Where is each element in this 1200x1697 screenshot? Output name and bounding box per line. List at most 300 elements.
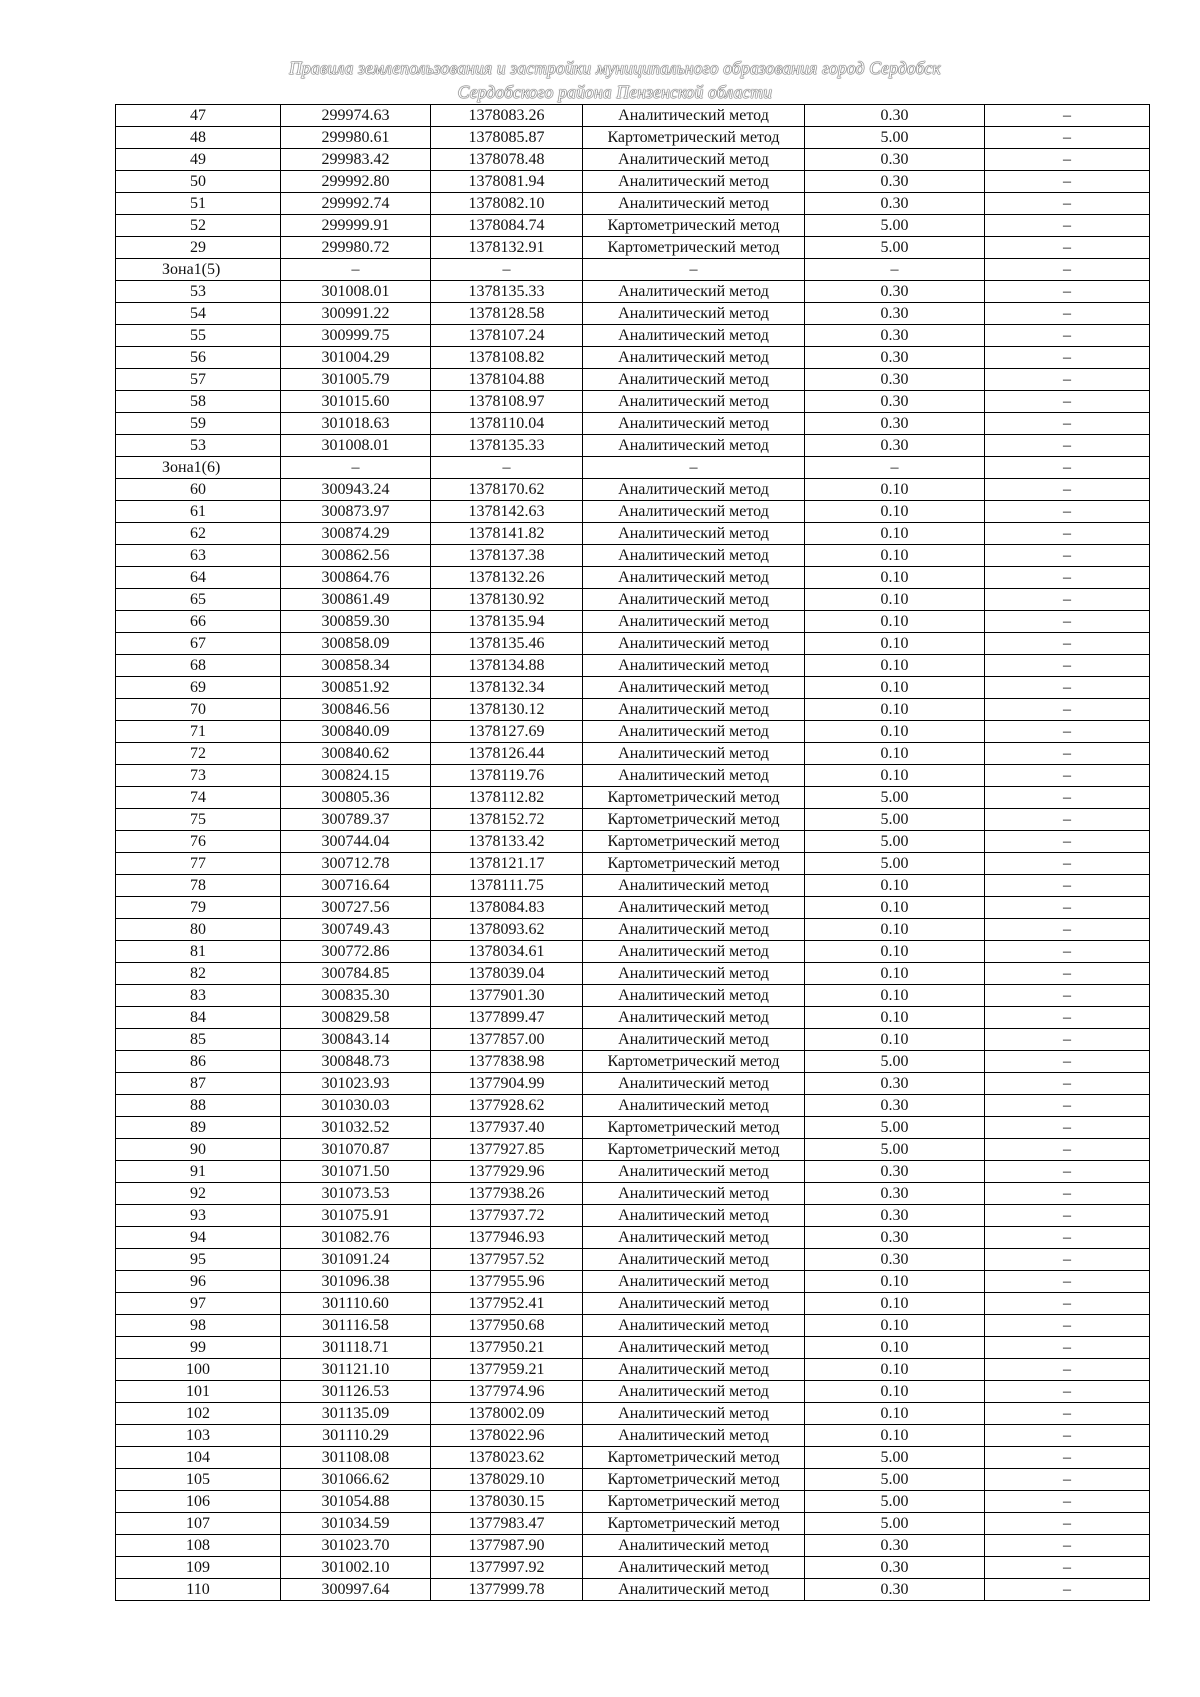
accuracy-cell: 0.10 (805, 1337, 985, 1359)
accuracy-cell: 0.10 (805, 1403, 985, 1425)
method-cell: Картометрический метод (583, 1051, 805, 1073)
point-number-cell: 66 (116, 611, 281, 633)
y-coordinate-cell: 1377937.72 (431, 1205, 583, 1227)
accuracy-cell: 0.10 (805, 897, 985, 919)
table-row (116, 1469, 1150, 1491)
point-number-cell: 79 (116, 897, 281, 919)
y-coordinate-cell: 1378130.12 (431, 699, 583, 721)
method-cell: Аналитический метод (583, 677, 805, 699)
point-number-cell: 57 (116, 369, 281, 391)
y-coordinate-cell: 1377946.93 (431, 1227, 583, 1249)
table-row (116, 457, 1150, 479)
point-number-cell: 81 (116, 941, 281, 963)
table-row (116, 1007, 1150, 1029)
y-coordinate-cell: 1377997.92 (431, 1557, 583, 1579)
method-cell: Аналитический метод (583, 347, 805, 369)
method-cell: Аналитический метод (583, 1359, 805, 1381)
table-row (116, 721, 1150, 743)
point-number-cell: 78 (116, 875, 281, 897)
description-cell: – (985, 435, 1150, 457)
method-cell: Аналитический метод (583, 501, 805, 523)
method-cell: Аналитический метод (583, 1403, 805, 1425)
y-coordinate-cell: 1378111.75 (431, 875, 583, 897)
method-cell: – (583, 259, 805, 281)
x-coordinate-cell: 300824.15 (281, 765, 431, 787)
table-row (116, 149, 1150, 171)
description-cell: – (985, 1117, 1150, 1139)
table-row (116, 1447, 1150, 1469)
x-coordinate-cell: 300835.30 (281, 985, 431, 1007)
y-coordinate-cell: 1378135.33 (431, 281, 583, 303)
x-coordinate-cell: 301018.63 (281, 413, 431, 435)
method-cell: Аналитический метод (583, 1293, 805, 1315)
point-number-cell: 67 (116, 633, 281, 655)
x-coordinate-cell: 300840.62 (281, 743, 431, 765)
y-coordinate-cell: 1378022.96 (431, 1425, 583, 1447)
point-number-cell: 82 (116, 963, 281, 985)
table-row (116, 1425, 1150, 1447)
method-cell: Аналитический метод (583, 655, 805, 677)
method-cell: Аналитический метод (583, 325, 805, 347)
point-number-cell: 74 (116, 787, 281, 809)
description-cell: – (985, 215, 1150, 237)
method-cell: Аналитический метод (583, 1073, 805, 1095)
description-cell: – (985, 1073, 1150, 1095)
x-coordinate-cell: 300749.43 (281, 919, 431, 941)
point-number-cell: 107 (116, 1513, 281, 1535)
table-row (116, 325, 1150, 347)
method-cell: Аналитический метод (583, 633, 805, 655)
description-cell: – (985, 1095, 1150, 1117)
y-coordinate-cell: – (431, 259, 583, 281)
accuracy-cell: 0.10 (805, 1381, 985, 1403)
table-row (116, 281, 1150, 303)
y-coordinate-cell: 1378081.94 (431, 171, 583, 193)
description-cell: – (985, 1337, 1150, 1359)
y-coordinate-cell: 1378130.92 (431, 589, 583, 611)
accuracy-cell: 0.30 (805, 413, 985, 435)
method-cell: Аналитический метод (583, 743, 805, 765)
x-coordinate-cell: 300999.75 (281, 325, 431, 347)
accuracy-cell: 0.10 (805, 1007, 985, 1029)
point-number-cell: 50 (116, 171, 281, 193)
accuracy-cell: 5.00 (805, 1139, 985, 1161)
table-row (116, 589, 1150, 611)
x-coordinate-cell: 300843.14 (281, 1029, 431, 1051)
description-cell: – (985, 765, 1150, 787)
description-cell: – (985, 127, 1150, 149)
method-cell: Картометрический метод (583, 787, 805, 809)
table-row (116, 941, 1150, 963)
y-coordinate-cell: 1377957.52 (431, 1249, 583, 1271)
description-cell: – (985, 1557, 1150, 1579)
accuracy-cell: 0.10 (805, 611, 985, 633)
method-cell: Аналитический метод (583, 941, 805, 963)
x-coordinate-cell: 301071.50 (281, 1161, 431, 1183)
x-coordinate-cell: 301118.71 (281, 1337, 431, 1359)
x-coordinate-cell: 301108.08 (281, 1447, 431, 1469)
y-coordinate-cell: 1378030.15 (431, 1491, 583, 1513)
method-cell: Аналитический метод (583, 369, 805, 391)
table-row (116, 237, 1150, 259)
accuracy-cell: 0.30 (805, 171, 985, 193)
accuracy-cell: 0.30 (805, 1535, 985, 1557)
point-number-cell: 55 (116, 325, 281, 347)
x-coordinate-cell: 301023.93 (281, 1073, 431, 1095)
description-cell: – (985, 171, 1150, 193)
y-coordinate-cell: 1378132.91 (431, 237, 583, 259)
table-row (116, 1293, 1150, 1315)
y-coordinate-cell: 1378135.33 (431, 435, 583, 457)
x-coordinate-cell: 301032.52 (281, 1117, 431, 1139)
y-coordinate-cell: 1378108.82 (431, 347, 583, 369)
method-cell: Аналитический метод (583, 699, 805, 721)
accuracy-cell: 5.00 (805, 237, 985, 259)
accuracy-cell: 0.10 (805, 985, 985, 1007)
description-cell: – (985, 457, 1150, 479)
description-cell: – (985, 655, 1150, 677)
method-cell: Аналитический метод (583, 1007, 805, 1029)
description-cell: – (985, 1579, 1150, 1601)
method-cell: Аналитический метод (583, 1249, 805, 1271)
method-cell: Аналитический метод (583, 589, 805, 611)
point-number-cell: 76 (116, 831, 281, 853)
point-number-cell: 54 (116, 303, 281, 325)
table-row (116, 523, 1150, 545)
y-coordinate-cell: 1377952.41 (431, 1293, 583, 1315)
x-coordinate-cell: 300846.56 (281, 699, 431, 721)
point-number-cell: 58 (116, 391, 281, 413)
description-cell: – (985, 1227, 1150, 1249)
point-number-cell: 53 (116, 435, 281, 457)
description-cell: – (985, 347, 1150, 369)
x-coordinate-cell: 300997.64 (281, 1579, 431, 1601)
x-coordinate-cell: 300943.24 (281, 479, 431, 501)
x-coordinate-cell: 300864.76 (281, 567, 431, 589)
point-number-cell: 53 (116, 281, 281, 303)
table-row (116, 127, 1150, 149)
x-coordinate-cell: 301082.76 (281, 1227, 431, 1249)
point-number-cell: 69 (116, 677, 281, 699)
point-number-cell: 101 (116, 1381, 281, 1403)
description-cell: – (985, 897, 1150, 919)
accuracy-cell: 5.00 (805, 853, 985, 875)
accuracy-cell: 0.10 (805, 765, 985, 787)
point-number-cell: 89 (116, 1117, 281, 1139)
x-coordinate-cell: – (281, 457, 431, 479)
point-number-cell: 62 (116, 523, 281, 545)
point-number-cell: 73 (116, 765, 281, 787)
x-coordinate-cell: 300772.86 (281, 941, 431, 963)
method-cell: Аналитический метод (583, 545, 805, 567)
table-row (116, 897, 1150, 919)
description-cell: – (985, 1161, 1150, 1183)
method-cell: Аналитический метод (583, 567, 805, 589)
point-number-cell: 97 (116, 1293, 281, 1315)
accuracy-cell: 0.10 (805, 875, 985, 897)
accuracy-cell: 0.10 (805, 1359, 985, 1381)
x-coordinate-cell: 300861.49 (281, 589, 431, 611)
accuracy-cell: 0.30 (805, 105, 985, 127)
accuracy-cell: 0.10 (805, 919, 985, 941)
point-number-cell: 87 (116, 1073, 281, 1095)
x-coordinate-cell: 300859.30 (281, 611, 431, 633)
y-coordinate-cell: 1378085.87 (431, 127, 583, 149)
y-coordinate-cell: – (431, 457, 583, 479)
x-coordinate-cell: 301054.88 (281, 1491, 431, 1513)
y-coordinate-cell: 1378121.17 (431, 853, 583, 875)
y-coordinate-cell: 1378084.74 (431, 215, 583, 237)
table-row (116, 633, 1150, 655)
method-cell: Картометрический метод (583, 809, 805, 831)
description-cell: – (985, 699, 1150, 721)
method-cell: Аналитический метод (583, 413, 805, 435)
y-coordinate-cell: 1377938.26 (431, 1183, 583, 1205)
method-cell: Аналитический метод (583, 193, 805, 215)
method-cell: Аналитический метод (583, 963, 805, 985)
x-coordinate-cell: 301004.29 (281, 347, 431, 369)
point-number-cell: 106 (116, 1491, 281, 1513)
y-coordinate-cell: 1377929.96 (431, 1161, 583, 1183)
description-cell: – (985, 1183, 1150, 1205)
accuracy-cell: 0.30 (805, 435, 985, 457)
description-cell: – (985, 259, 1150, 281)
point-number-cell: 95 (116, 1249, 281, 1271)
point-number-cell: 71 (116, 721, 281, 743)
y-coordinate-cell: 1377950.68 (431, 1315, 583, 1337)
accuracy-cell: 0.30 (805, 1579, 985, 1601)
x-coordinate-cell: 300716.64 (281, 875, 431, 897)
description-cell: – (985, 479, 1150, 501)
y-coordinate-cell: 1378132.26 (431, 567, 583, 589)
point-number-cell: 108 (116, 1535, 281, 1557)
method-cell: Аналитический метод (583, 1425, 805, 1447)
description-cell: – (985, 1403, 1150, 1425)
x-coordinate-cell: 301034.59 (281, 1513, 431, 1535)
description-cell: – (985, 523, 1150, 545)
x-coordinate-cell: 300858.09 (281, 633, 431, 655)
point-number-cell: 60 (116, 479, 281, 501)
y-coordinate-cell: 1377904.99 (431, 1073, 583, 1095)
x-coordinate-cell: 300805.36 (281, 787, 431, 809)
point-number-cell: 104 (116, 1447, 281, 1469)
table-row (116, 1205, 1150, 1227)
description-cell: – (985, 1491, 1150, 1513)
description-cell: – (985, 1051, 1150, 1073)
accuracy-cell: 0.30 (805, 281, 985, 303)
accuracy-cell: 0.10 (805, 699, 985, 721)
method-cell: Аналитический метод (583, 523, 805, 545)
table-row (116, 347, 1150, 369)
table-row (116, 1227, 1150, 1249)
point-number-cell: 110 (116, 1579, 281, 1601)
description-cell: – (985, 743, 1150, 765)
accuracy-cell: 0.30 (805, 1183, 985, 1205)
accuracy-cell: 0.30 (805, 1557, 985, 1579)
table-row (116, 1337, 1150, 1359)
method-cell: Картометрический метод (583, 127, 805, 149)
description-cell: – (985, 281, 1150, 303)
accuracy-cell: 0.10 (805, 567, 985, 589)
point-number-cell: Зона1(6) (116, 457, 281, 479)
method-cell: Аналитический метод (583, 391, 805, 413)
accuracy-cell: 0.30 (805, 303, 985, 325)
method-cell: Картометрический метод (583, 1491, 805, 1513)
x-coordinate-cell: 301075.91 (281, 1205, 431, 1227)
y-coordinate-cell: 1378084.83 (431, 897, 583, 919)
point-number-cell: 88 (116, 1095, 281, 1117)
y-coordinate-cell: 1377899.47 (431, 1007, 583, 1029)
x-coordinate-cell: 301023.70 (281, 1535, 431, 1557)
x-coordinate-cell: 301030.03 (281, 1095, 431, 1117)
table-row (116, 1579, 1150, 1601)
accuracy-cell: 0.30 (805, 325, 985, 347)
x-coordinate-cell: 300874.29 (281, 523, 431, 545)
point-number-cell: 59 (116, 413, 281, 435)
accuracy-cell: 0.10 (805, 743, 985, 765)
table-row (116, 765, 1150, 787)
y-coordinate-cell: 1378112.82 (431, 787, 583, 809)
point-number-cell: 75 (116, 809, 281, 831)
description-cell: – (985, 193, 1150, 215)
point-number-cell: 52 (116, 215, 281, 237)
point-number-cell: 100 (116, 1359, 281, 1381)
x-coordinate-cell: 299999.91 (281, 215, 431, 237)
accuracy-cell: 5.00 (805, 809, 985, 831)
table-row (116, 1491, 1150, 1513)
y-coordinate-cell: 1377999.78 (431, 1579, 583, 1601)
header-line-2: Сердобского района Пензенской области (457, 82, 773, 102)
method-cell: Аналитический метод (583, 721, 805, 743)
x-coordinate-cell: 299983.42 (281, 149, 431, 171)
method-cell: Аналитический метод (583, 171, 805, 193)
x-coordinate-cell: 300862.56 (281, 545, 431, 567)
x-coordinate-cell: 299974.63 (281, 105, 431, 127)
description-cell: – (985, 1271, 1150, 1293)
x-coordinate-cell: 301073.53 (281, 1183, 431, 1205)
accuracy-cell: 0.30 (805, 1161, 985, 1183)
y-coordinate-cell: 1378135.94 (431, 611, 583, 633)
y-coordinate-cell: 1377901.30 (431, 985, 583, 1007)
x-coordinate-cell: 299992.80 (281, 171, 431, 193)
x-coordinate-cell: 301008.01 (281, 435, 431, 457)
accuracy-cell: 0.10 (805, 589, 985, 611)
description-cell: – (985, 941, 1150, 963)
x-coordinate-cell: 301096.38 (281, 1271, 431, 1293)
y-coordinate-cell: 1378137.38 (431, 545, 583, 567)
point-number-cell: Зона1(5) (116, 259, 281, 281)
method-cell: Картометрический метод (583, 831, 805, 853)
y-coordinate-cell: 1377927.85 (431, 1139, 583, 1161)
table-row (116, 1557, 1150, 1579)
y-coordinate-cell: 1378108.97 (431, 391, 583, 413)
table-row (116, 1095, 1150, 1117)
y-coordinate-cell: 1377955.96 (431, 1271, 583, 1293)
method-cell: Аналитический метод (583, 765, 805, 787)
method-cell: Аналитический метод (583, 105, 805, 127)
point-number-cell: 84 (116, 1007, 281, 1029)
coordinates-table (115, 104, 1150, 1601)
y-coordinate-cell: 1377959.21 (431, 1359, 583, 1381)
description-cell: – (985, 501, 1150, 523)
point-number-cell: 63 (116, 545, 281, 567)
accuracy-cell: 0.30 (805, 369, 985, 391)
x-coordinate-cell: 300784.85 (281, 963, 431, 985)
x-coordinate-cell: 301110.29 (281, 1425, 431, 1447)
table-row (116, 1029, 1150, 1051)
point-number-cell: 90 (116, 1139, 281, 1161)
point-number-cell: 103 (116, 1425, 281, 1447)
accuracy-cell: 5.00 (805, 127, 985, 149)
y-coordinate-cell: 1378039.04 (431, 963, 583, 985)
x-coordinate-cell: – (281, 259, 431, 281)
y-coordinate-cell: 1378128.58 (431, 303, 583, 325)
point-number-cell: 80 (116, 919, 281, 941)
x-coordinate-cell: 301110.60 (281, 1293, 431, 1315)
x-coordinate-cell: 301005.79 (281, 369, 431, 391)
method-cell: Аналитический метод (583, 1535, 805, 1557)
table-row (116, 1161, 1150, 1183)
accuracy-cell: 0.10 (805, 1293, 985, 1315)
description-cell: – (985, 391, 1150, 413)
point-number-cell: 51 (116, 193, 281, 215)
method-cell: Аналитический метод (583, 1337, 805, 1359)
method-cell: Аналитический метод (583, 479, 805, 501)
method-cell: Картометрический метод (583, 853, 805, 875)
table-row (116, 1271, 1150, 1293)
accuracy-cell: 0.10 (805, 721, 985, 743)
x-coordinate-cell: 300991.22 (281, 303, 431, 325)
table-row (116, 1359, 1150, 1381)
accuracy-cell: 0.10 (805, 633, 985, 655)
description-cell: – (985, 149, 1150, 171)
y-coordinate-cell: 1378110.04 (431, 413, 583, 435)
point-number-cell: 61 (116, 501, 281, 523)
y-coordinate-cell: 1378152.72 (431, 809, 583, 831)
method-cell: Аналитический метод (583, 897, 805, 919)
y-coordinate-cell: 1378142.63 (431, 501, 583, 523)
accuracy-cell: 0.10 (805, 655, 985, 677)
description-cell: – (985, 1029, 1150, 1051)
table-row (116, 743, 1150, 765)
point-number-cell: 77 (116, 853, 281, 875)
table-row (116, 677, 1150, 699)
table-row (116, 369, 1150, 391)
method-cell: Картометрический метод (583, 1117, 805, 1139)
accuracy-cell: 5.00 (805, 831, 985, 853)
description-cell: – (985, 237, 1150, 259)
x-coordinate-cell: 300829.58 (281, 1007, 431, 1029)
method-cell: Аналитический метод (583, 149, 805, 171)
point-number-cell: 65 (116, 589, 281, 611)
table-row (116, 655, 1150, 677)
y-coordinate-cell: 1378170.62 (431, 479, 583, 501)
y-coordinate-cell: 1377928.62 (431, 1095, 583, 1117)
table-row (116, 1403, 1150, 1425)
x-coordinate-cell: 301002.10 (281, 1557, 431, 1579)
description-cell: – (985, 963, 1150, 985)
description-cell: – (985, 1315, 1150, 1337)
x-coordinate-cell: 299992.74 (281, 193, 431, 215)
accuracy-cell: 0.10 (805, 1315, 985, 1337)
y-coordinate-cell: 1377987.90 (431, 1535, 583, 1557)
x-coordinate-cell: 301135.09 (281, 1403, 431, 1425)
description-cell: – (985, 1469, 1150, 1491)
table-row (116, 1117, 1150, 1139)
accuracy-cell: 5.00 (805, 1469, 985, 1491)
description-cell: – (985, 1381, 1150, 1403)
point-number-cell: 49 (116, 149, 281, 171)
